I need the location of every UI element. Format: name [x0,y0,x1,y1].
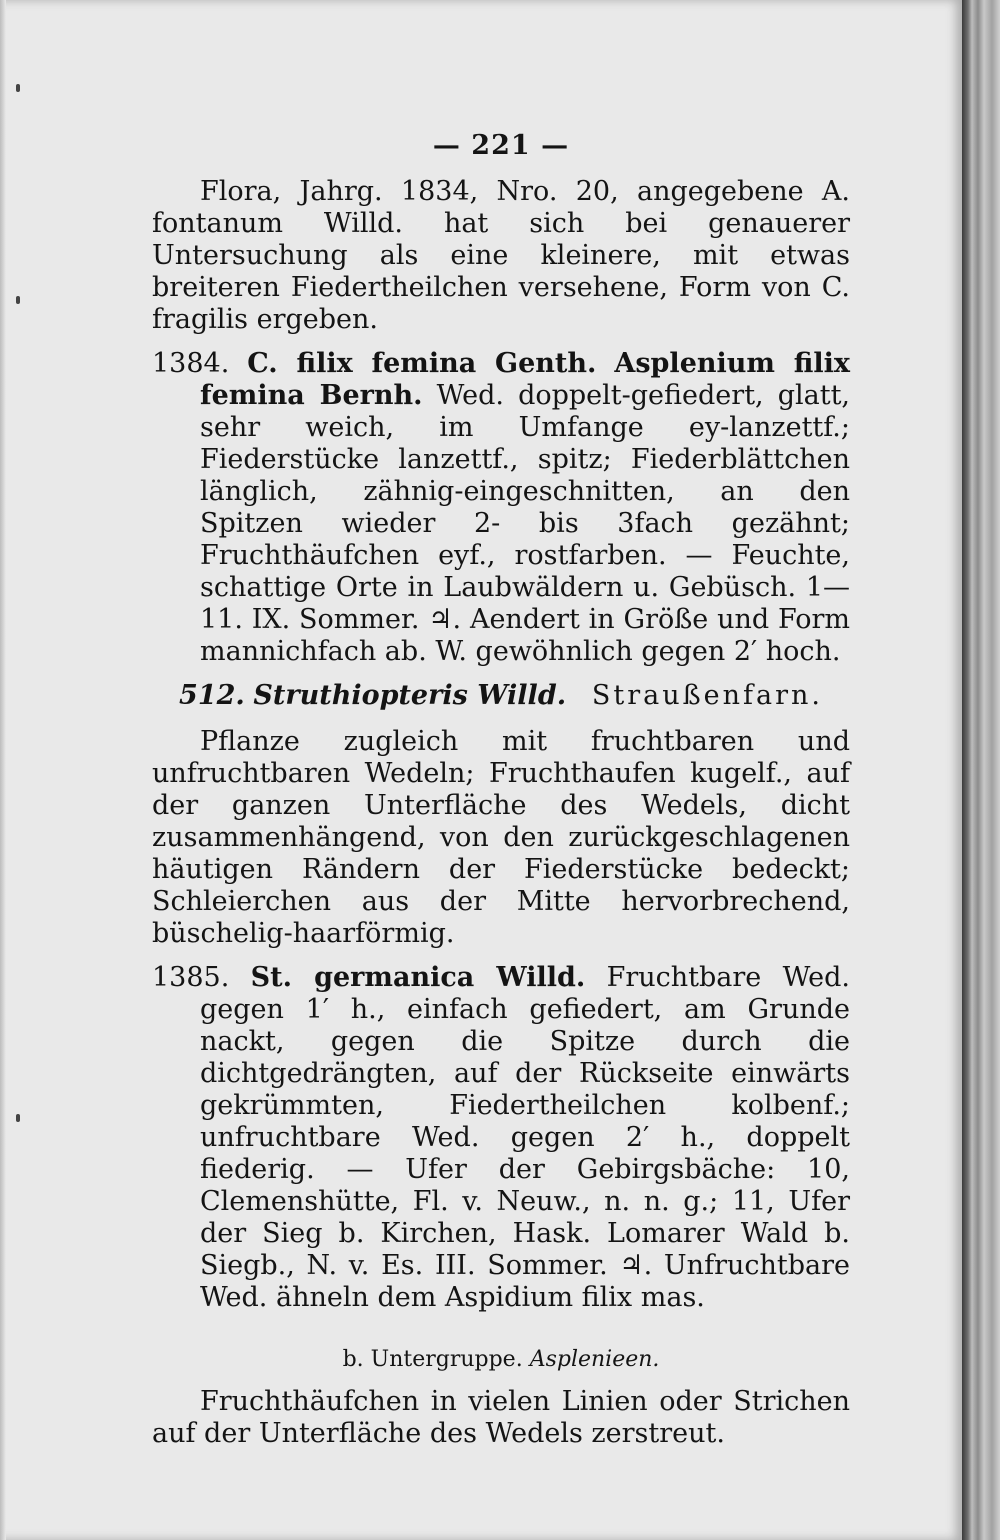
subgroup-description: Fruchthäufchen in vielen Linien oder Strichen auf der Unterfläche des Wedels zerstreut. [152,1386,850,1449]
species-description: Wed. doppelt-gefiedert, glatt, sehr weich, im Umfange ey-lanzettf.; Fiederstücke lanzettf., spitz; Fiederblättchen länglich, zähnig-eingeschnitten, an den Spitzen wieder 2- bis 3fach gezähnt; Fruchthäufchen eyf., rostfarben. — Feuchte, schattige Orte in Laubwäldern u. Gebüsch. 1—11. IX. Sommer. ♃. Aendert in Größe und Form mannichfach ab. W. gewöhnlich gegen 2′ hoch. [200,380,850,667]
genus-number: 512. [179,680,245,711]
margin-mark [16,1114,20,1122]
subgroup-label: b. Untergruppe. [342,1347,523,1372]
genus-common-name: Straußenfarn. [591,680,823,711]
species-description: Fruchtbare Wed. gegen 1′ h., einfach gefiedert, am Grunde nackt, gegen die Spitze durch die dichtgedrängten, auf der Rückseite einwärts gekrümmten, Fiedertheilchen kolbenf.; unfruchtbare Wed. gegen 2′ h., doppelt fiederig. — Ufer der Gebirgsbäche: 10, Clemenshütte, Fl. v. Neuw., n. n. g.; 11, Ufer der Sieg b. Kirchen, Hask. Lomarer Wald b. Siegb., N. v. Es. III. Sommer. ♃. Unfruchtbare Wed. ähneln dem Aspidium filix mas. [200,962,850,1313]
entry-number: 1384. [152,348,230,379]
species-entry-1385 [152,962,850,1314]
genus-name: Struthiopteris Willd. [253,680,567,711]
genus-description: Pflanze zugleich mit fruchtbaren und unfruchtbaren Wedeln; Fruchthaufen kugelf., auf der ganzen Unterfläche des Wedels, dicht zusammenhängend, von den zurückgeschlagenen häutigen Rändern der Fiederstücke bedeckt; Schleierchen aus der Mitte hervorbrechend, büschelig-haarförmig. [152,726,850,949]
intro-paragraph: Flora, Jahrg. 1834, Nro. 20, angegebene A. fontanum Willd. hat sich bei genauerer Untersuchung als eine kleinere, mit etwas breiteren Fiedertheilchen versehene, Form von C. fragilis ergeben. [152,176,850,335]
subgroup-name: Asplenieen. [529,1347,660,1372]
species-name: St. germanica Willd. [250,962,586,993]
species-entry-1384 [152,348,850,668]
page-stack-edge [962,0,1000,1540]
subgroup-heading [152,1344,850,1376]
species-synonym: Asplenium filix femina Bernh. [200,348,850,411]
page-gutter [0,0,6,1540]
genus-heading-512 [152,680,850,712]
species-name: C. filix femina Genth. [247,348,597,379]
margin-mark [16,296,20,304]
page-text [152,130,850,1450]
entry-number: 1385. [152,962,230,993]
page-number: — 221 — [432,130,570,161]
margin-mark [16,84,20,92]
